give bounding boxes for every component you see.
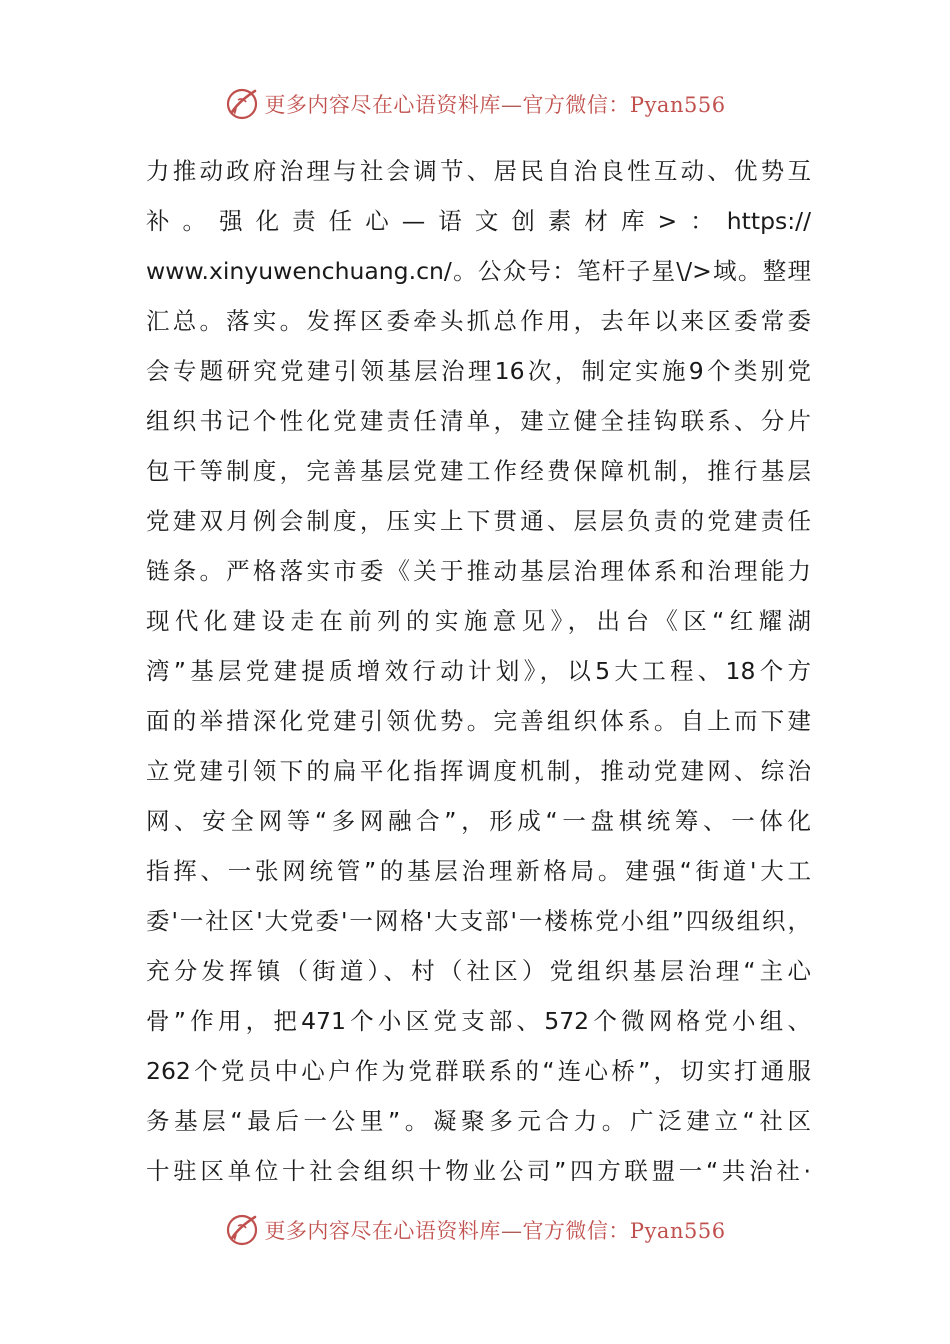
- header-contact: 官方微信：Pyan556: [522, 93, 726, 117]
- pen-logo-icon: [224, 86, 260, 122]
- body-line: 组织书记个性化党建责任清单，建立健全挂钩联系、分片: [146, 407, 811, 435]
- body-line: 会专题研究党建引领基层治理16次，制定实施9个类别党: [146, 357, 811, 385]
- footer-contact: 官方微信：Pyan556: [522, 1219, 726, 1243]
- footer-banner-text: [264, 1215, 725, 1245]
- body-line: 现代化建设走在前列的实施意见》，出台《区“红耀湖: [146, 607, 811, 635]
- body-line: 湾”基层党建提质增效行动计划》，以5大工程、18个方: [146, 657, 811, 685]
- body-line: 立党建引领下的扁平化指挥调度机制，推动党建网、综治: [146, 757, 811, 785]
- body-line: 十驻区单位十社会组织十物业公司”四方联盟一“共治社·: [146, 1157, 811, 1185]
- body-line: 务基层“最后一公里”。凝聚多元合力。广泛建立“社区: [146, 1107, 811, 1135]
- pen-logo-icon: [224, 1212, 260, 1248]
- body-line: 充分发挥镇（街道）、村（社区）党组织基层治理“主心: [146, 957, 811, 985]
- body-line: 委'一社区'大党委'一网格'大支部'一楼栋党小组”四级组织，: [146, 907, 811, 935]
- footer-dash: —: [500, 1219, 523, 1243]
- document-body: [146, 146, 811, 1196]
- body-line: 指挥、一张网统管”的基层治理新格局。建强“街道'大工: [146, 857, 811, 885]
- header-brand: 更多内容尽在心语资料库: [264, 93, 501, 117]
- body-line: 党建双月例会制度，压实上下贯通、层层负责的党建责任: [146, 507, 811, 535]
- body-line: www.xinyuwenchuang.cn/。公众号：笔杆子星\/>域。整理: [146, 257, 811, 285]
- body-line: 力推动政府治理与社会调节、居民自治良性互动、优势互: [146, 157, 811, 185]
- body-line: 链条。严格落实市委《关于推动基层治理体系和治理能力: [146, 557, 811, 585]
- body-line: 补。强化责任心—语文创素材库>：https://: [146, 207, 811, 235]
- body-line: 包干等制度，完善基层党建工作经费保障机制，推行基层: [146, 457, 811, 485]
- header-dash: —: [500, 93, 523, 117]
- footer-brand: 更多内容尽在心语资料库: [264, 1219, 501, 1243]
- body-line: 骨”作用，把471个小区党支部、572个微网格党小组、: [146, 1007, 811, 1035]
- body-line: 262个党员中心户作为党群联系的“连心桥”，切实打通服: [146, 1057, 811, 1085]
- header-banner: [0, 84, 950, 124]
- footer-banner: [0, 1210, 950, 1250]
- body-line: 网、安全网等“多网融合”，形成“一盘棋统筹、一体化: [146, 807, 811, 835]
- body-line: 面的举措深化党建引领优势。完善组织体系。自上而下建: [146, 707, 811, 735]
- body-line: 汇总。落实。发挥区委牵头抓总作用，去年以来区委常委: [146, 307, 811, 335]
- header-banner-text: [264, 89, 725, 119]
